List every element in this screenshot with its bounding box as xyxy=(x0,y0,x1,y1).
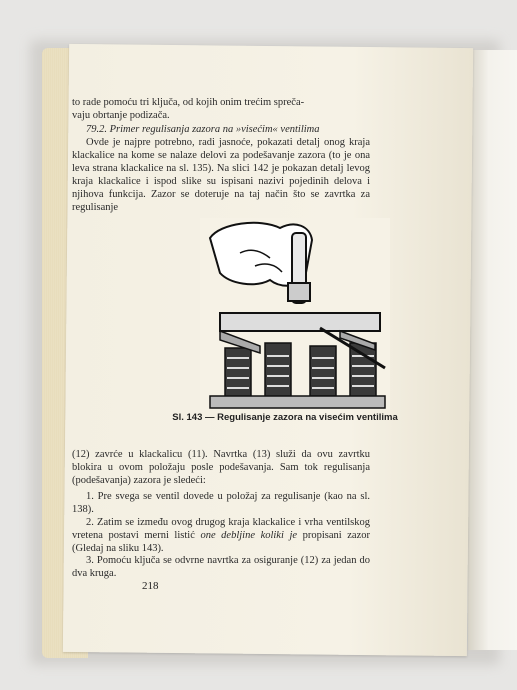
intro-paragraph xyxy=(72,136,370,214)
page-number: 218 xyxy=(142,580,159,592)
section-heading: 79.2. Primer regulisanja zazora na »visećim« ventilima xyxy=(86,124,320,135)
step-3-text: 3. Pomoću ključa se odvrne navrtka za osiguranje (12) za jedan do dva kruga. xyxy=(72,555,370,579)
intro-text: Ovde je najpre potrebno, radi jasnoće, pokazati detalj onog kraja klackalice na kome se nalaze delovi za podešavanje zazora (to je ona leva strana klackalice na sl. 135). Na slici 142 je pokazan detalj levog kraja klackalice i ispod slike su ispisani nazivi pojedinih delova i njihova funkcija. Zazor se doteruje na taj način što se zavrtka za regulisanje xyxy=(72,137,370,213)
step-3 xyxy=(72,554,370,580)
section-heading-block xyxy=(72,123,370,136)
step-1-text: 1. Pre svega se ventil dovede u položaj za regulisanje (kao na sl. 138). xyxy=(72,491,370,515)
facing-page xyxy=(468,50,517,650)
step-1 xyxy=(72,490,370,516)
step-2-text: 2. Zatim se između ovog drugog kraja klackalice i vrha ventilskog vretena postavi merni listić one debljine koliki je propisani zazor (Gledaj na sliku 143). xyxy=(72,517,370,554)
top-line-2: vaju obrtanje podizača. xyxy=(72,110,170,121)
figure-caption: Sl. 143 — Regulisanje zazora na visećim ventilima xyxy=(172,412,398,423)
step-2 xyxy=(72,516,370,555)
top-line-1: to rade pomoću tri ključa, od kojih onim trećim spreča- xyxy=(72,97,305,108)
continuation-text: (12) zavrće u klackalicu (11). Navrtka (13) služi da ovu zavrtku blokira u ovom položaju posle podešavanja. Sam tok regulisanja (podešavanja) zazora je sledeći: xyxy=(72,449,370,486)
engine-valve-illustration xyxy=(200,218,390,410)
continuation-paragraph xyxy=(72,448,370,487)
valve-adjustment-drawing xyxy=(200,218,390,410)
top-text xyxy=(72,96,370,122)
